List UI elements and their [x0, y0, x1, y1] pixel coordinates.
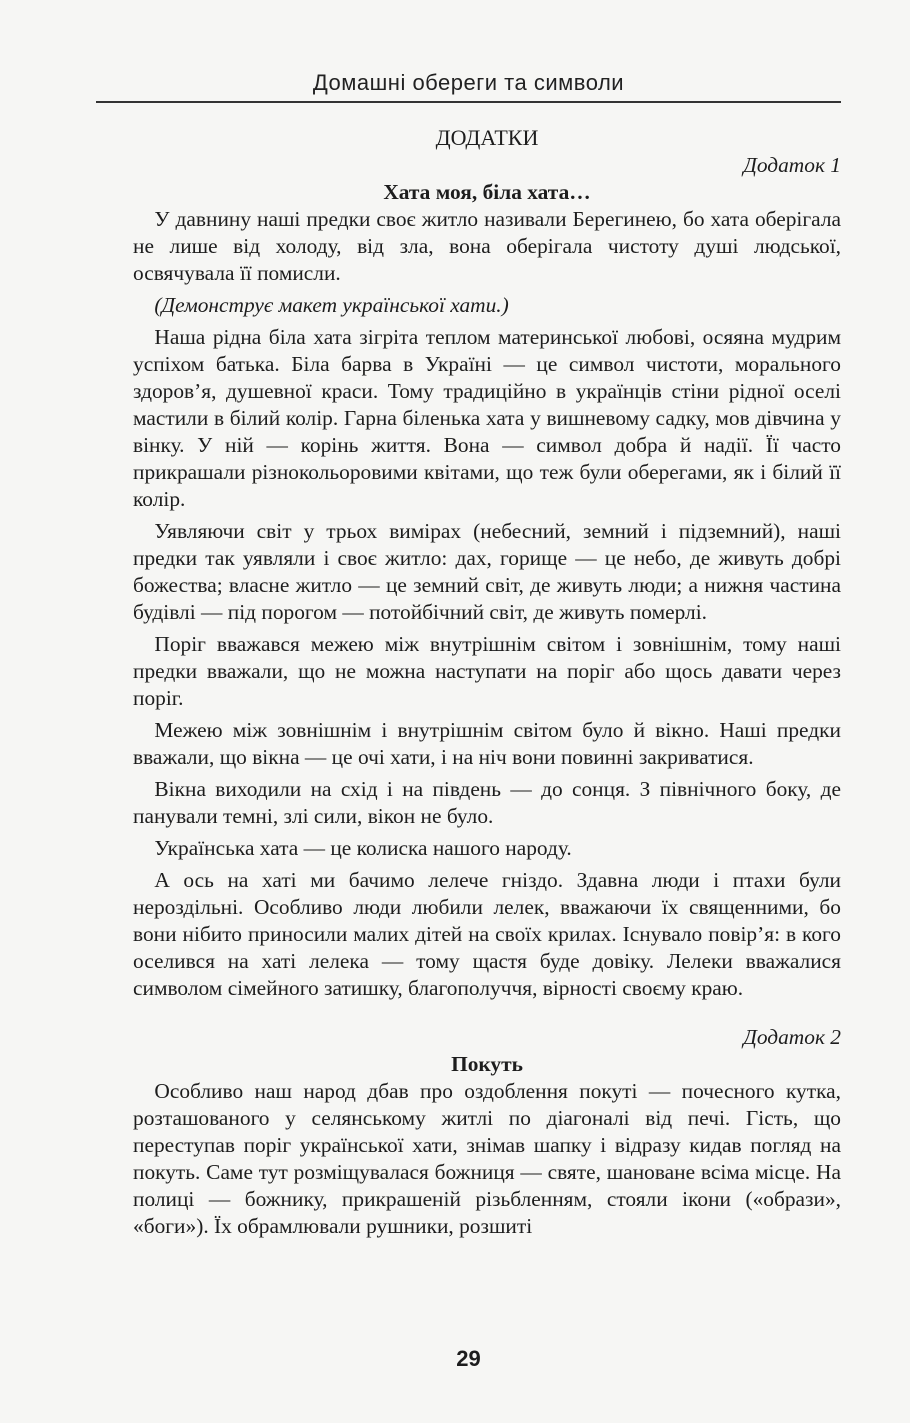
paragraph: Поріг вважався межею між внутрішнім світом і зовнішнім, тому наші предки вважали, що не можна наступати на поріг або щось давати через поріг.	[133, 632, 841, 710]
paragraph: Межею між зовнішнім і внутрішнім світом було й вікно. Наші предки вважали, що вікна — це очі хати, і на ніч вони повинні закриватися.	[133, 718, 841, 769]
stage-direction: (Демонструє макет української хати.)	[154, 293, 509, 317]
page-content	[133, 118, 841, 1240]
running-title: Домашні обереги та символи	[312, 70, 625, 95]
header-rule	[96, 101, 841, 103]
paragraph: Наша рідна біла хата зігріта теплом материнської любові, осяяна мудрим успіхом батька. Біла барва в Україні — це символ чистоти, морального здоров’я, душевної краси. Тому традиційно в українців стіни рідної оселі мастили в білий колір. Гарна біленька хата у вишневому садку, мов дівчина у вінку. У ній — корінь життя. Вона — символ добра й надії. Її часто прикрашали різнокольоровими квітами, що теж були оберегами, як і білий її колір.	[133, 325, 841, 511]
paragraph: Особливо наш народ дбав про оздоблення покуті — почесного кутка, розташованого у селянському житлі по діагоналі від печі. Гість, що переступав поріг української хати, знімав шапку і відразу кидав погляд на покуть. Саме тут розміщувалася божниця — святе, шановане всіма місце. На полиці — божнику, прикрашеній різьбленням, стояли ікони («образи», «боги»). Їх обрамлювали рушники, розшиті	[133, 1079, 841, 1238]
section-title: ДОДАТКИ	[435, 125, 539, 150]
appendix-1-title: Хата моя, біла хата…	[383, 180, 591, 204]
paragraph: У давнину наші предки своє житло називали Берегинею, бо хата оберігала не лише від холоду, від зла, вона оберігала чистоту душі людської, освячувала її помисли.	[133, 207, 841, 285]
appendix-2-title: Покуть	[451, 1052, 523, 1076]
page-number: 29	[456, 1346, 481, 1371]
appendix-1-label: Додаток 1	[743, 153, 841, 177]
paragraph: А ось на хаті ми бачимо лелече гніздо. Здавна люди і птахи були нероздільні. Особливо люди любили лелек, вважаючи їх священними, бо вони нібито приносили малих дітей на своїх крилах. Існувало повір’я: в кого оселився на хаті лелека — тому щастя буде довіку. Лелеки вважалися символом сімейного затишку, благополуччя, вірності своєму краю.	[133, 868, 841, 1000]
paragraph: Українська хата — це колиска нашого народу.	[154, 836, 572, 860]
appendix-2-label: Додаток 2	[743, 1025, 841, 1049]
paragraph: Вікна виходили на схід і на південь — до сонця. З північного боку, де панували темні, злі сили, вікон не було.	[133, 777, 841, 828]
paragraph: Уявляючи світ у трьох вимірах (небесний, земний і підземний), наші предки так уявляли і своє житло: дах, горище — це небо, де живуть добрі божества; власне житло — це земний світ, де живуть люди; а нижня частина будівлі — під порогом — потойбічний світ, де живуть померлі.	[133, 519, 841, 624]
